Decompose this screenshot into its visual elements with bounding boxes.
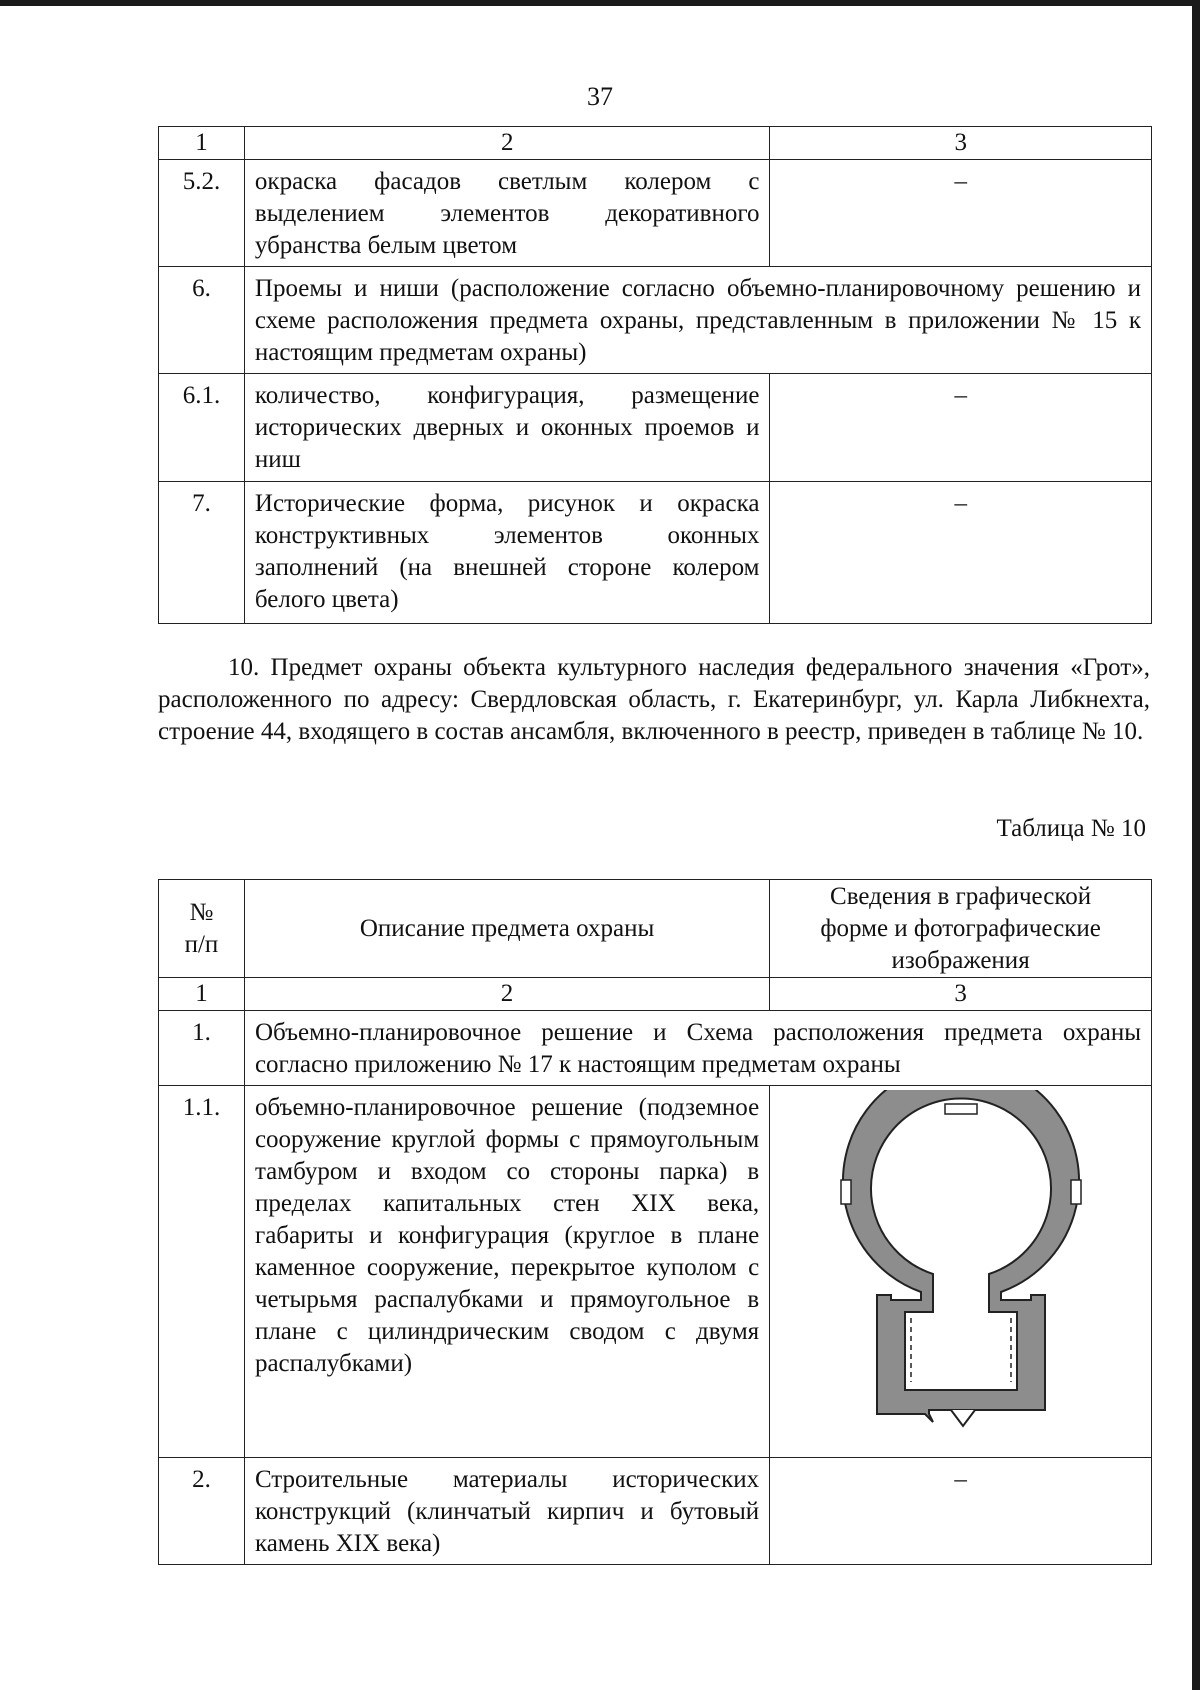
- table-row: [159, 374, 1152, 482]
- col-number-2: 2: [244, 127, 770, 160]
- table-row: [159, 1011, 1152, 1086]
- table-row: [159, 482, 1152, 624]
- row-description: Объемно-планировочное решение и Схема расположения предмета охраны согласно приложению № 17 к настоящим предметам охраны: [244, 1011, 1151, 1086]
- col-number-3: 3: [770, 127, 1152, 160]
- row-graphic: –: [770, 1458, 1152, 1565]
- table-row: [159, 160, 1152, 267]
- col-number-3: 3: [770, 978, 1152, 1011]
- table-row: [159, 1086, 1152, 1458]
- row-graphic: –: [770, 374, 1152, 482]
- plan-entrance-gap: [951, 1410, 975, 1426]
- scan-border-right: [1192, 0, 1200, 1690]
- row-description: Строительные материалы исторических конструкций (клинчатый кирпич и бутовый камень XIX века): [244, 1458, 769, 1565]
- row-graphic: [770, 1086, 1152, 1458]
- page-number: 37: [587, 82, 613, 111]
- row-number: 6.1.: [159, 374, 245, 482]
- row-number: 2.: [159, 1458, 245, 1565]
- table-row: [159, 1458, 1152, 1565]
- row-number: 7.: [159, 482, 245, 624]
- col-number-2: 2: [244, 978, 769, 1011]
- plan-wall-outline: [843, 1090, 1079, 1422]
- table-row: [159, 267, 1152, 374]
- row-number: 5.2.: [159, 160, 245, 267]
- section-paragraph: [158, 652, 1150, 748]
- plan-niche-right: [1071, 1180, 1081, 1204]
- row-description: Проемы и ниши (расположение согласно объемно-планировочному решению и схеме расположения предмета охраны, представленным в приложении № 15 к настоящим предметам охраны): [244, 267, 1151, 374]
- row-description: количество, конфигурация, размещение исторических дверных и оконных проемов и ниш: [244, 374, 770, 482]
- table-header-row: [159, 127, 1152, 160]
- row-graphic: –: [770, 160, 1152, 267]
- table-10: [158, 879, 1152, 1565]
- table-column-headers: [159, 880, 1152, 978]
- row-number: 6.: [159, 267, 245, 374]
- paragraph-text: 10. Предмет охраны объекта культурного наследия федерального значения «Грот», расположенного по адресу: Свердловская область, г. Екатеринбург, ул. Карла Либкнехта, строение 44, входящего в состав ансамбля, включенного в реестр, приведен в таблице № 10.: [158, 654, 1150, 745]
- header-number: № п/п: [159, 880, 245, 978]
- row-number: 1.1.: [159, 1086, 245, 1458]
- table-number-row: [159, 978, 1152, 1011]
- header-description: Описание предмета охраны: [244, 880, 769, 978]
- row-description: объемно-планировочное решение (подземное сооружение круглой формы с прямоугольным тамбуром и входом со стороны парка) в пределах капитальных стен XIX века, габариты и конфигурация (круглое в плане каменное сооружение, перекрытое куполом с четырьмя распалубками и прямоугольное в плане с цилиндрическим сводом с двумя распалубками): [244, 1086, 769, 1458]
- row-description: окраска фасадов светлым колером с выделением элементов декоративного убранства белым цветом: [244, 160, 770, 267]
- header-graphic: Сведения в графической форме и фотографические изображения: [770, 880, 1152, 978]
- col-number-1: 1: [159, 127, 245, 160]
- grotto-floor-plan-drawing: [811, 1090, 1111, 1436]
- col-number-1: 1: [159, 978, 245, 1011]
- table-continuation: [158, 126, 1152, 624]
- table-caption: Таблица № 10: [996, 815, 1146, 842]
- scan-border-top: [0, 0, 1200, 6]
- row-number: 1.: [159, 1011, 245, 1086]
- row-graphic: –: [770, 482, 1152, 624]
- plan-niche-top: [945, 1104, 977, 1114]
- row-description: Исторические форма, рисунок и окраска конструктивных элементов оконных заполнений (на внешней стороне колером белого цвета): [244, 482, 770, 624]
- plan-niche-left: [841, 1180, 851, 1204]
